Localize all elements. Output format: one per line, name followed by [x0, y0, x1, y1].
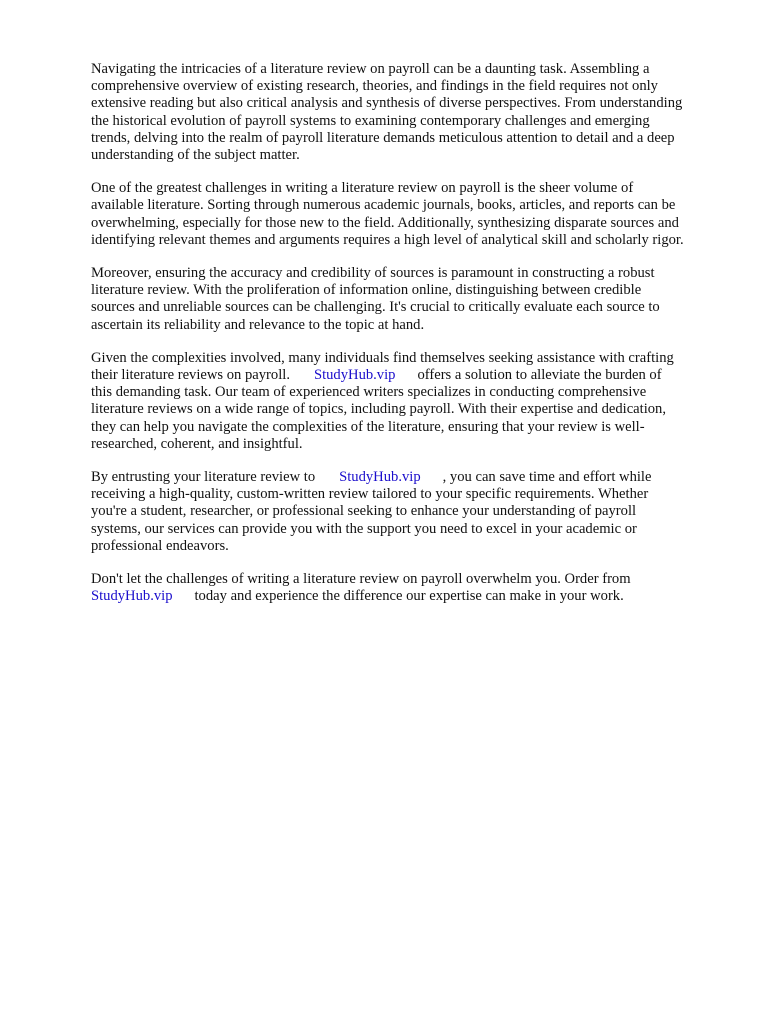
text-line-with-link [91, 367, 731, 384]
text-line: available literature. Sorting through numerous academic journals, books, articles, and reports can be [91, 197, 676, 214]
text-line: you're a student, researcher, or professional seeking to enhance your understanding of payroll [91, 503, 637, 520]
paragraph-entrusting [91, 469, 731, 555]
text-line: systems, our services can provide you with the support you need to excel in your academic or [91, 520, 637, 537]
text-line: researched, coherent, and insightful. [91, 435, 303, 452]
text-segment: , you can save time and effort while [442, 469, 652, 486]
text-line: receiving a high-quality, custom-written review tailored to your specific requirements. Whether [91, 486, 649, 503]
text-line: ascertain its reliability and relevance to the topic at hand. [91, 316, 425, 333]
studyhub-link[interactable]: StudyHub.vip [91, 588, 173, 605]
text-line: One of the greatest challenges in writing a literature review on payroll is the sheer volume of [91, 180, 634, 197]
text-line-with-link [91, 469, 731, 486]
text-line: Navigating the intricacies of a literature review on payroll can be a daunting task. Assembling a [91, 61, 650, 77]
text-line: they can help you navigate the complexities of the literature, ensuring that your review is well- [91, 418, 645, 435]
paragraph-challenges [91, 180, 731, 249]
paragraph-intro [91, 61, 731, 164]
text-segment: By entrusting your literature review to [91, 469, 316, 486]
text-line: understanding of the subject matter. [91, 147, 300, 164]
text-line: literature reviews on a wide range of topics, including payroll. With their expertise and dedication, [91, 401, 667, 418]
text-segment: offers a solution to alleviate the burden of [417, 367, 662, 384]
paragraph-call-to-action [91, 571, 731, 605]
paragraph-assistance [91, 350, 731, 453]
text-line: Don't let the challenges of writing a literature review on payroll overwhelm you. Order from [91, 571, 631, 588]
text-line: comprehensive overview of existing research, theories, and findings in the field requires not only [91, 78, 658, 95]
studyhub-link[interactable]: StudyHub.vip [313, 367, 396, 384]
studyhub-link[interactable]: StudyHub.vip [339, 469, 421, 486]
text-line: this demanding task. Our team of experienced writers specializes in conducting comprehensive [91, 384, 647, 401]
text-segment: today and experience the difference our expertise can make in your work. [194, 588, 624, 605]
text-line: the historical evolution of payroll systems to examining contemporary challenges and emerging [91, 112, 650, 129]
text-line: professional endeavors. [91, 537, 229, 554]
text-line: Given the complexities involved, many individuals find themselves seeking assistance with crafting [91, 349, 674, 366]
text-line: sources and unreliable sources can be challenging. It's crucial to critically evaluate each source to [91, 299, 660, 316]
text-line: extensive reading but also critical analysis and synthesis of diverse perspectives. From understanding [91, 95, 683, 112]
text-line: overwhelming, especially for those new to the field. Additionally, synthesizing disparate sources and [91, 214, 679, 231]
text-line: trends, delving into the realm of payroll literature demands meticulous attention to detail and a deep [91, 129, 675, 146]
paragraph-credibility [91, 265, 731, 334]
text-line: literature review. With the proliferation of information online, distinguishing between credible [91, 282, 642, 299]
text-line: identifying relevant themes and arguments requires a high level of analytical skill and scholarly rigor. [91, 231, 684, 248]
document-page [91, 61, 731, 621]
text-line-with-link [91, 588, 731, 605]
text-segment: their literature reviews on payroll. [91, 367, 290, 384]
text-line: Moreover, ensuring the accuracy and credibility of sources is paramount in constructing a robust [91, 265, 655, 282]
